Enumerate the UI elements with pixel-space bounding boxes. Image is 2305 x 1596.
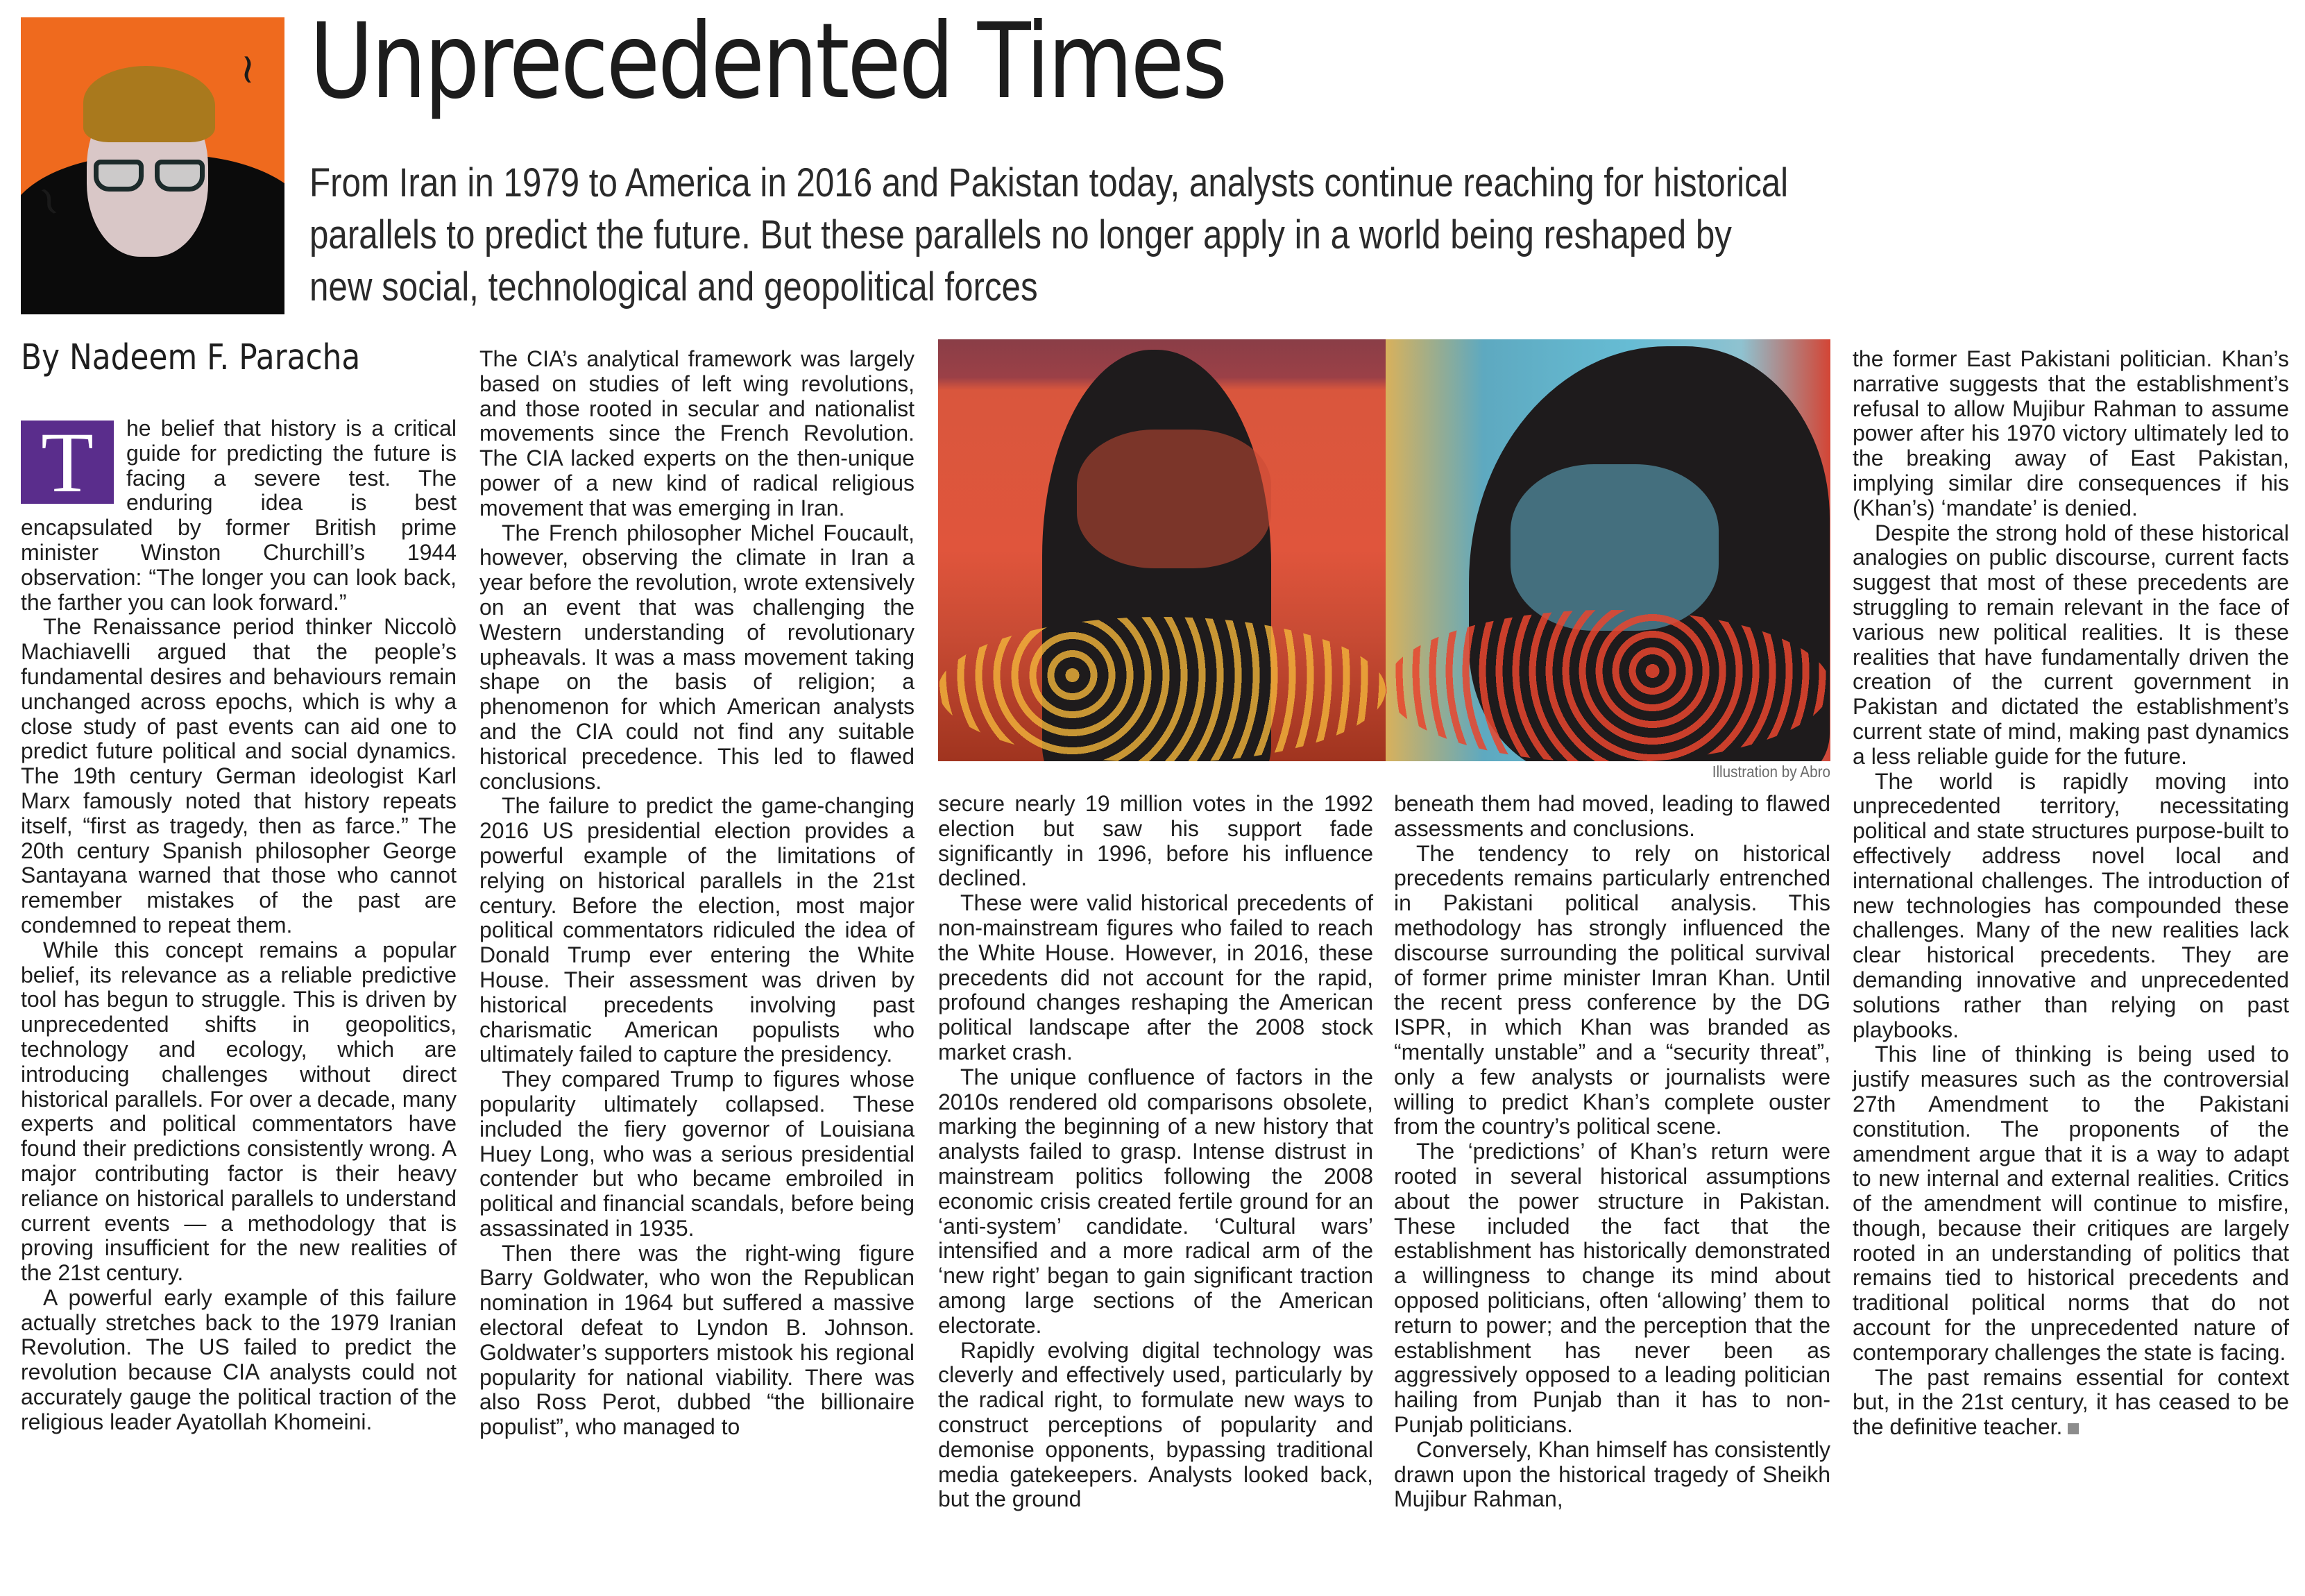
paragraph: beneath them had moved, leading to flawed assessments and conclusions.	[1394, 791, 1830, 841]
paragraph: They compared Trump to figures whose popularity ultimately collapsed. These included the fiery governor of Louisiana Huey Long, who was a serious presidential contender but who became embroiled in political and financial scandals, before being assassinated in 1935.	[479, 1067, 915, 1241]
paragraph: While this concept remains a popular belief, its relevance as a reliable predictive tool has begun to struggle. This is driven by unprecedented shifts in geopolitics, technology and ecology, which are introducing challenges without direct historical parallels. For over a decade, many experts and political commentators have found their predictions consistently wrong. A major contributing factor is their heavy reliance on historical parallels to understand current events — a methodology that is proving insufficient for the new realities of the 21st century.	[21, 937, 457, 1286]
paragraph: The Renaissance period thinker Niccolò Machiavelli argued that the people’s fundamental desires and behaviours remain unchanged across epochs, which is why a close study of past events can aid one to predict future political and social dynamics. The 19th century German ideologist Karl Marx famously noted that history repeats itself, “first as tragedy, then as farce.” The 20th century Spanish philosopher George Santayana warned that those who cannot remember mistakes of the past are condemned to repeat them.	[21, 614, 457, 937]
portrait-glasses	[94, 160, 208, 194]
article-column-4	[1394, 792, 1830, 1512]
paragraph: Rapidly evolving digital technology was cleverly and effectively used, particularly by the radical right, to formulate new ways to construct perceptions of popularity and demonise opponents, bypassing traditional media gatekeepers. Analysts looked back, but the ground	[938, 1337, 1373, 1512]
portrait-signature-scribble: ~	[224, 52, 273, 87]
paragraph: Then there was the right-wing figure Barry Goldwater, who won the Republican nomination in 1964 but suffered a massive electoral defeat to Lyndon B. Johnson. Goldwater’s supporters mistook his regional popularity for national viability. There was also Ross Perot, dubbed “the billionaire populist”, who managed to	[479, 1240, 915, 1440]
headline: Unprecedented Times	[309, 1, 1225, 122]
article-column-2	[479, 347, 915, 1440]
paragraph: The failure to predict the game-changing 2016 US presidential election provides a powerful example of the limitations of relying on historical parallels in the 21st century. Before the election, most major political commentators ridiculed the idea of Donald Trump ever entering the White House. Their assessment was driven by historical precedents involving past charismatic American populists who ultimately failed to capture the presidency.	[479, 793, 915, 1067]
deck-line: parallels to predict the future. But these parallels no longer apply in a world being reshaped by	[309, 212, 1732, 257]
deck-line: From Iran in 1979 to America in 2016 and Pakistan today, analysts continue reaching for historical	[309, 160, 1789, 205]
paragraph: The world is rapidly moving into unprecedented territory, necessitating political and state structures purpose-built to effectively address novel local and international challenges. The introduction of new technologies has compounded these challenges. Many of the new realities lack clear historical precedents. They are demanding innovative and unprecedented solutions rather than relying on past playbooks.	[1853, 768, 2289, 1042]
illustration-caption: Illustration by Abro	[1712, 763, 1830, 781]
deck-line: new social, technological and geopolitical forces	[309, 264, 1038, 309]
paragraph: The ‘predictions’ of Khan’s return were rooted in several historical assumptions about the power structure in Pakistan. These included the fact that the establishment has historically demonstrated a willingness to change its mind about opposed politicians, often ‘allowing’ them to return to power; and the perception that the establishment has never been as aggressively opposed to a leading politician hailing from Punjab than it has to non-Punjab politicians.	[1394, 1139, 1830, 1437]
portrait-scribble: ~	[21, 176, 79, 226]
paragraph: Despite the strong hold of these historical analogies on public discourse, current facts suggest that most of these precedents are struggling to remain relevant in the face of various new political realities. It is these realities that have fundamentally driven the creation of the current government in Pakistan and dictated the establishment’s current state of mind, making past dynamics a less reliable guide for the future.	[1853, 520, 2289, 769]
drop-cap: T	[21, 421, 114, 504]
illustration-left-portrait	[938, 339, 1386, 761]
paragraph: the former East Pakistani politician. Khan’s narrative suggests that the establishment’s refusal to allow Mujibur Rahman to assume power after his 1970 victory ultimately led to the breaking away of East Pakistan, implying similar dire consequences if his (Khan’s) ‘mandate’ is denied.	[1853, 346, 2289, 520]
article-column-1	[21, 416, 457, 1435]
article-column-5	[1853, 347, 2289, 1440]
end-of-article-square-icon	[2068, 1423, 2079, 1434]
paragraph: secure nearly 19 million votes in the 1992 election but saw his support fade significantly in 1996, before his influence declined.	[938, 791, 1373, 891]
paragraph: The unique confluence of factors in the 2010s rendered old comparisons obsolete, marking the beginning of a new history that analysts failed to grasp. Intense distrust in mainstream politics following the 2008 economic crisis created fertile ground for an ‘anti-system’ candidate. ‘Cultural wars’ intensified and a more radical arm of the ‘new right’ began to gain significant traction among large sections of the American electorate.	[938, 1064, 1373, 1338]
paragraph: The CIA’s analytical framework was largely based on studies of left wing revolutions, and those rooted in secular and nationalist movements since the French Revolution. The CIA lacked experts on the then-unique power of a new kind of radical religious movement that was emerging in Iran.	[479, 346, 915, 520]
paragraph: A powerful early example of this failure actually stretches back to the 1979 Iranian Revolution. The US failed to predict the revolution because CIA analysts could not accurately gauge the political traction of the religious leader Ayatollah Khomeini.	[21, 1284, 457, 1434]
author-portrait	[21, 17, 284, 314]
portrait-hair	[83, 66, 215, 142]
paragraph: T he belief that history is a critical guide for predicting the future is facing a severe test. The enduring idea is best encapsulated by former British prime minister Winston Churchill’s 1944 observation: “The longer you can look back, the farther you can look forward.”	[21, 415, 457, 615]
paragraph: The tendency to rely on historical precedents remains particularly entrenched in Pakistani political analysis. This methodology has strongly influenced the discourse surrounding the political survival of former prime minister Imran Khan. Until the recent press conference by the DG ISPR, in which Khan was branded as “mentally unstable” and a “security threat”, only a few analysts or journalists were willing to predict Khan’s complete ouster from the country’s political scene.	[1394, 840, 1830, 1139]
article-column-3	[938, 792, 1373, 1512]
deck	[309, 157, 1843, 313]
illustration	[938, 339, 1830, 761]
paragraph: The past remains essential for context but, in the 21st century, it has ceased to be the definitive teacher.	[1853, 1364, 2289, 1440]
paragraph: This line of thinking is being used to justify measures such as the controversial 27th Amendment to the Pakistani constitution. The proponents of the amendment argue that it is a way to adapt to new internal and external realities. Critics of the amendment will continue to misfire, though, because their critiques are largely rooted in an understanding of politics that remains tied to historical precedents and traditional political norms that do not account for the unprecedented nature of contemporary challenges the state is facing.	[1853, 1042, 2289, 1365]
paragraph: The French philosopher Michel Foucault, however, observing the climate in Iran a year before the revolution, wrote extensively on an event that was challenging the Western understanding of revolutionary upheavals. It was a mass movement taking shape on the basis of religion; a phenomenon for which American analysts and the CIA could not find any suitable historical precedence. This led to flawed conclusions.	[479, 520, 915, 794]
byline: By Nadeem F. Paracha	[21, 337, 361, 378]
paragraph: Conversely, Khan himself has consistently drawn upon the historical tragedy of Sheikh Mujibur Rahman,	[1394, 1436, 1831, 1512]
paragraph: These were valid historical precedents of non-mainstream figures who failed to reach the White House. However, in 2016, these precedents did not account for the rapid, profound changes reshaping the American political landscape after the 2008 stock market crash.	[938, 890, 1373, 1064]
illustration-right-portrait	[1386, 339, 1830, 761]
